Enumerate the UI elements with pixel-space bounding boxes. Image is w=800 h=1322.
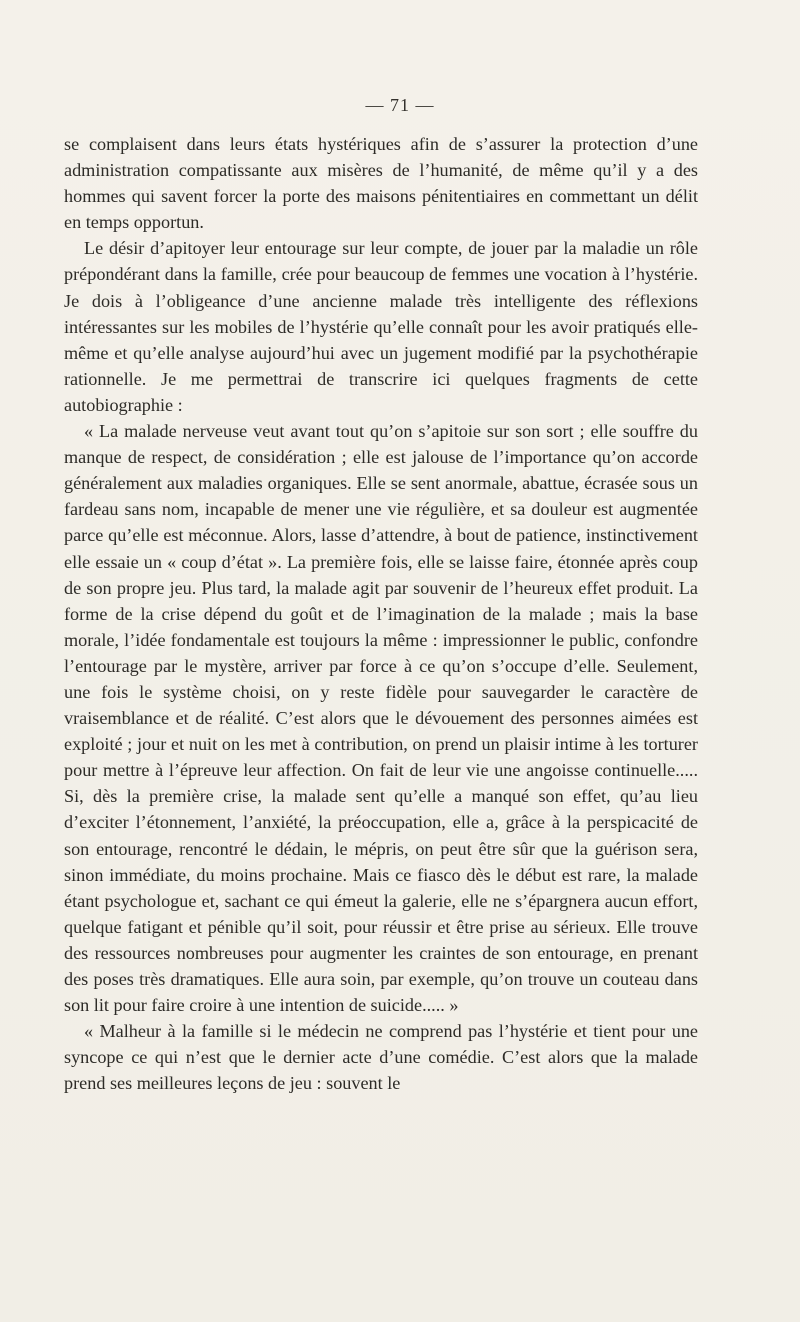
paragraph-autobiography-quote: « La malade nerveuse veut avant tout qu’on s’apitoie sur son sort ; elle souffre du manque de respect, de considération ; elle est jalouse de l’importance qu’on accorde généralement aux maladies organiques. Elle se sent anormale, abattue, écrasée sous un fardeau sans nom, incapable de mener une vie régulière, et sa douleur est augmentée parce qu’elle est méconnue. Alors, lasse d’attendre, à bout de patience, instinctivement elle essaie un « coup d’état ». La première fois, elle se laisse faire, étonnée après coup de son propre jeu. Plus tard, la malade agit par souvenir de l’heureux effet produit. La forme de la crise dépend du goût et de l’imagination de la malade ; mais la base morale, l’idée fondamentale est toujours la même : impressionner le public, confondre l’entourage par le mystère, arriver par force à ce qu’on s’occupe d’elle. Seulement, une fois le système choisi, on y reste fidèle pour sauvegarder le caractère de vraisemblance et de réalité. C’est alors que le dévouement des personnes aimées est exploité ; jour et nuit on les met à contribution, on prend un plaisir intime à les torturer pour mettre à l’épreuve leur affection. On fait de leur vie une angoisse continuelle..... Si, dès la première crise, la malade sent qu’elle a manqué son effet, qu’au lieu d’exciter l’étonnement, l’anxiété, la préoccupation, elle a, grâce à la perspicacité de son entourage, rencontré le dédain, le mépris, on peut être sûr que la guérison sera, sinon immédiate, du moins prochaine. Mais ce fiasco dès le début est rare, la malade étant psychologue et, sachant ce qui émeut la galerie, elle ne s’épargnera aucun effort, quelque fatigant et pénible qu’il soit, pour réussir et être prise au sérieux. Elle trouve des ressources nombreuses pour augmenter les craintes de son entourage, en prenant des poses très dramatiques. Elle aura soin, par exemple, qu’on trouve un couteau dans son lit pour faire croire à une intention de suicide..... » [64, 421, 698, 1016]
paragraph-misfortune-family: « Malheur à la famille si le médecin ne comprend pas l’hystérie et tient pour une syncope ce qui n’est que le dernier acte d’une comédie. C’est alors que la malade prend ses meilleures leçons de jeu : souvent le [64, 1021, 698, 1094]
body-text [64, 131, 698, 1096]
page-number: — 71 — [365, 95, 435, 115]
paragraph-continuation: se complaisent dans leurs états hystériques afin de s’assurer la protection d’une administration compatissante aux misères de l’humanité, de même qu’il y a des hommes qui savent forcer la porte des maisons pénitentiaires en commettant un délit en temps opportun. [64, 134, 698, 233]
paragraph-desire-to-arouse-pity: Le désir d’apitoyer leur entourage sur leur compte, de jouer par la maladie un rôle prépondérant dans la famille, crée pour beaucoup de femmes une vocation à l’hystérie. Je dois à l’obligeance d’une ancienne malade très intelligente des réflexions intéressantes sur les mobiles de l’hystérie qu’elle connaît pour les avoir pratiqués elle-même et qu’elle analyse aujourd’hui avec un jugement modifié par la psychothérapie rationnelle. Je me permettrai de transcrire ici quelques fragments de cette autobiographie : [64, 238, 698, 415]
